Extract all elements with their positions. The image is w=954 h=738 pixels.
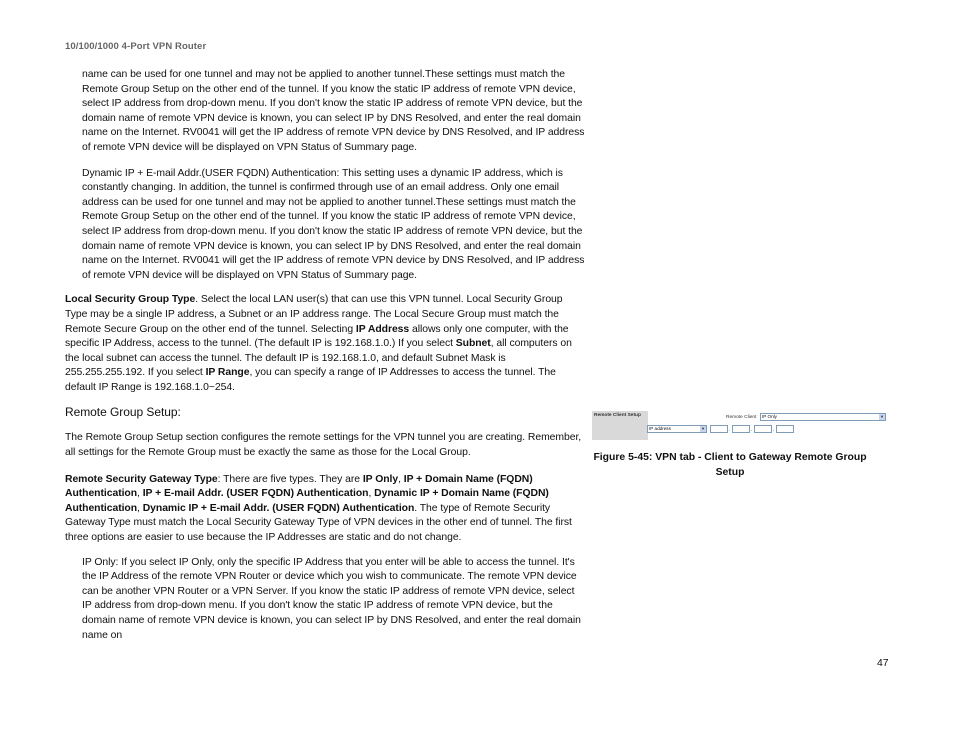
figure-form-area — [648, 411, 888, 440]
chevron-down-icon: ▼ — [701, 426, 705, 431]
running-header: 10/100/1000 4-Port VPN Router — [65, 41, 207, 52]
paragraph-local-security-group-type: Local Security Group Type. Select the local LAN user(s) that can use this VPN tunnel. Local Security Group Type may be a single IP address, a Subnet or an IP address range. The Local Secure Group must match the Remote Secure Group on the other end of the tunnel. Selecting IP Address allows only one computer, with the specific IP Address, access to the tunnel. (The default IP is 192.168.1.0.) If you select Subnet, all computers on the local subnet can access the tunnel. The default IP is 192.168.1.0, and default Subnet Mask is 255.255.255.192. If you select IP Range, you can specify a range of IP Addresses to access the tunnel. The default IP Range is 192.168.1.0~254. — [65, 294, 572, 393]
figure-remote-client-setup-screenshot — [592, 411, 888, 440]
figure-section-label: Remote Client Setup — [592, 411, 648, 440]
ip-octet-2-input[interactable] — [732, 425, 753, 433]
main-text-column — [65, 68, 585, 643]
ip-octet-3-input[interactable] — [754, 425, 775, 433]
remote-client-label: Remote Client — [726, 415, 757, 420]
octet-separator: . — [729, 427, 731, 433]
octet-separator: . — [751, 427, 753, 433]
paragraph-dynamic-ip-email: Dynamic IP + E-mail Addr.(USER FQDN) Authentication: This setting uses a dynamic IP address, which is constantly changing. In addition, the tunnel is confirmed through use of an email address. Only one email address can be used for one tunnel and may not be applied to another tunnel.These settings must match the Remote Group Setup on the other end of the tunnel. If you know the static IP address of remote VPN device, select IP address from drop-down menu. If you don't know the static IP address of remote VPN device, but the domain name of remote VPN device is known, you can select IP by DNS Resolved, and enter the real domain name on the Internet. RV0041 will get the IP address of remote VPN device by DNS Resolved, and IP address of remote VPN device will be displayed on VPN Status of Summary page. — [82, 167, 585, 281]
section-heading-remote-group-setup: Remote Group Setup: — [65, 405, 181, 420]
address-type-select[interactable]: IP address ▼ — [647, 425, 707, 433]
term-local-security-group-type: Local Security Group Type — [65, 294, 196, 306]
term-remote-security-gateway-type: Remote Security Gateway Type — [65, 473, 218, 485]
figure-caption: Figure 5-45: VPN tab - Client to Gateway Remote Group Setup — [593, 452, 867, 478]
page-number: 47 — [877, 658, 889, 669]
paragraph-remote-group-intro: The Remote Group Setup section configures the remote settings for the VPN tunnel you are creating. Remember, all settings for the Remote Group must be exactly the same as those for the Local Group. — [65, 432, 582, 459]
ip-octet-1-input[interactable] — [710, 425, 731, 433]
octet-separator: . — [773, 427, 775, 433]
paragraph-fqdn-continued: name can be used for one tunnel and may not be applied to another tunnel.These settings must match the Remote Group Setup on the other end of the tunnel. If you know the static IP address of remote VPN device, select IP address from drop-down menu. If you don't know the static IP address of remote VPN device, but the domain name of remote VPN device is known, you can select IP by DNS Resolved, and enter the real domain name on the Internet. RV0041 will get the IP address of remote VPN device by DNS Resolved, and IP address of remote VPN device will be displayed on VPN Status of Summary page. — [82, 69, 585, 153]
chevron-down-icon: ▼ — [880, 414, 884, 419]
paragraph-ip-only: IP Only: If you select IP Only, only the specific IP Address that you enter will be able to access the tunnel. It's the IP Address of the remote VPN Router or device which you wish to communicate. The remote VPN device can be another VPN Router or a VPN Server. If you know the static IP address of remote VPN device, select IP address from drop-down menu. If you don't know the static IP address of remote VPN device, but the domain name of remote VPN device is known, you can select IP by DNS Resolved, and enter the real domain name on — [82, 556, 581, 641]
ip-octet-4-input[interactable] — [776, 425, 794, 433]
remote-client-select[interactable]: IP Only ▼ — [760, 413, 886, 421]
paragraph-remote-security-gateway-type: Remote Security Gateway Type: There are five types. They are IP Only, IP + Domain Name (FQDN) Authentication, IP + E-mail Addr. (USER FQDN) Authentication, Dynamic IP + Domain Name (FQDN) Authentication, Dynamic IP + E-mail Addr. (USER FQDN) Authentication. The type of Remote Security Gateway Type must match the Local Security Gateway Type of VPN devices in the other end of tunnel. The first three options are easier to use because the IP Addresses are static and do not change. — [65, 473, 572, 544]
